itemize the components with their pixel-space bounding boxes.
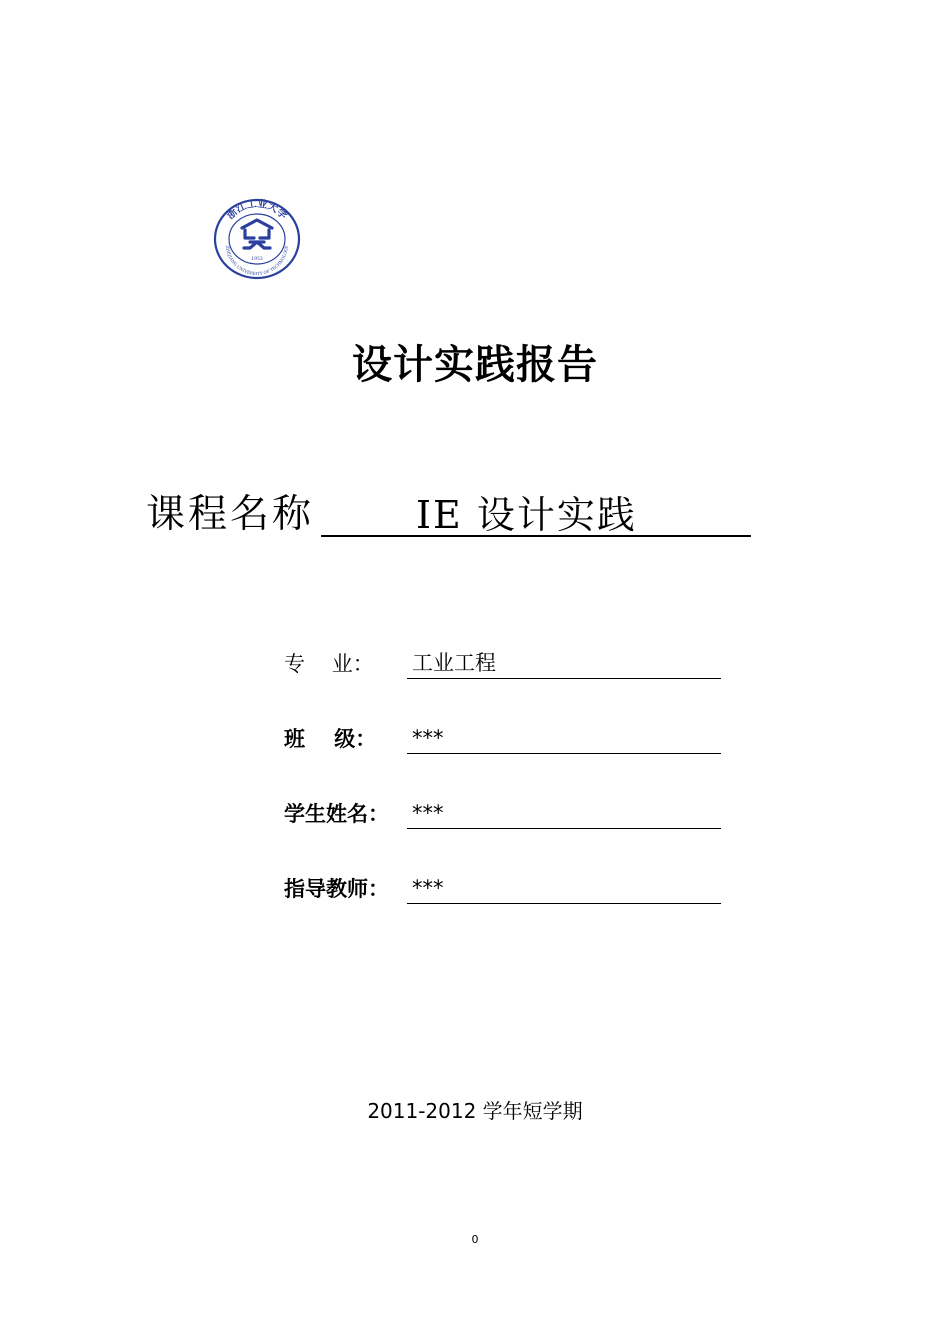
field-student-name	[284, 799, 724, 833]
field-student-name-value: ***	[412, 801, 444, 825]
academic-term: 2011-2012 学年短学期	[367, 1099, 583, 1123]
field-class-underline	[407, 724, 721, 754]
seal-year: 1953	[251, 257, 263, 262]
university-seal-icon	[212, 198, 302, 280]
field-class-label: 班 级：	[284, 727, 377, 751]
field-advisor-label: 指导教师：	[284, 877, 389, 901]
page-number: 0	[471, 1233, 479, 1246]
field-advisor-underline	[407, 874, 721, 904]
field-class-value: ***	[412, 726, 444, 750]
field-major	[284, 649, 724, 683]
report-title: 设计实践报告	[352, 342, 598, 388]
seal-bottom-text: ZHEJIANG UNIVERSITY OF TECHNOLOGY	[225, 245, 289, 277]
field-advisor	[284, 874, 724, 908]
field-major-value: 工业工程	[412, 651, 496, 675]
field-advisor-value: ***	[412, 876, 444, 900]
field-class	[284, 724, 724, 758]
field-student-name-underline	[407, 799, 721, 829]
seal-top-text: 浙江工业大学	[225, 198, 289, 222]
svg-text:浙江工业大学	[224, 198, 290, 222]
course-name-label: 课程名称	[146, 492, 315, 537]
course-name-row	[146, 490, 756, 540]
field-major-label: 专 业：	[284, 652, 374, 676]
field-student-name-label: 学生姓名：	[284, 802, 389, 826]
course-name-value: IE 设计实践	[416, 493, 637, 537]
